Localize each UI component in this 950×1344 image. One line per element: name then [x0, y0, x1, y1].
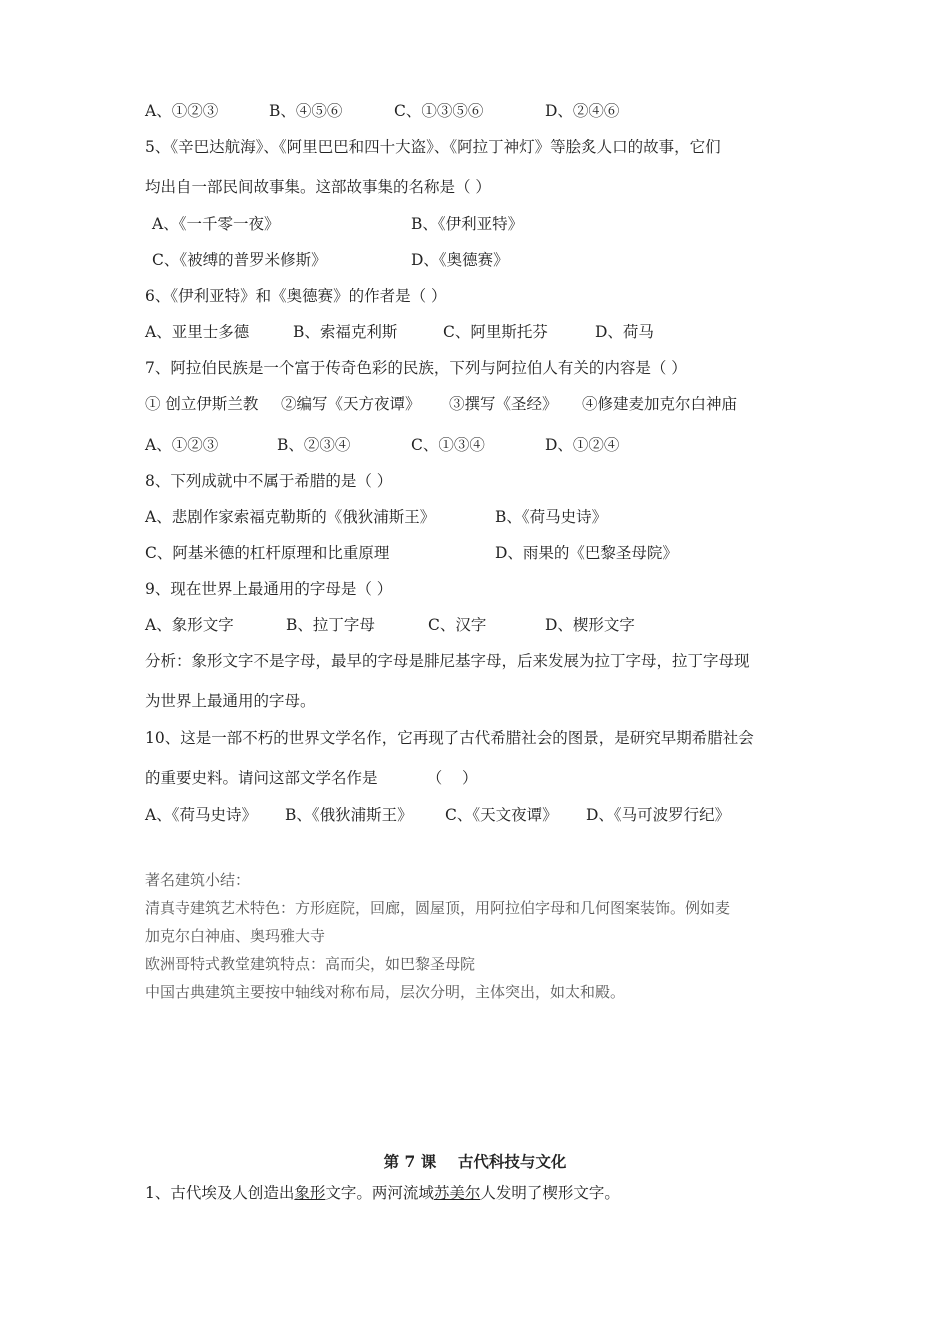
q9-option-d: D、楔形文字 — [545, 616, 635, 634]
q6-text: 6、《伊利亚特》和《奥德赛》的作者是（ ） — [145, 287, 447, 305]
q7-option-d: D、①②④ — [545, 436, 620, 454]
q4-option-a: A、①②③ — [145, 102, 219, 120]
q6-option-d: D、荷马 — [595, 323, 654, 341]
q5-option-c: C、《被缚的普罗米修斯》 — [152, 251, 327, 269]
q9-option-c: C、汉字 — [428, 616, 487, 634]
lesson-p1-part-b: 文字。两河流域 — [325, 1184, 434, 1202]
q5-option-a: A、《一千零一夜》 — [152, 215, 280, 233]
q5-text-line2: 均出自一部民间故事集。这部故事集的名称是（ ） — [145, 178, 491, 196]
q8-option-b: B、《荷马史诗》 — [495, 508, 608, 526]
q6-option-c: C、阿里斯托芬 — [443, 323, 548, 341]
lesson-p1-part-c: 人发明了楔形文字。 — [480, 1184, 620, 1202]
q9-option-a: A、象形文字 — [145, 616, 234, 634]
q8-text: 8、下列成就中不属于希腊的是（ ） — [145, 472, 393, 490]
q10-option-a: A、《荷马史诗》 — [145, 806, 257, 824]
lesson-title: 第 7 课 古代科技与文化 — [383, 1152, 567, 1171]
q7-item-2: ②编写《天方夜谭》 — [281, 395, 421, 413]
q10-text-line1: 10、这是一部不朽的世界文学名作，它再现了古代希腊社会的图景，是研究早期希腊社会 — [145, 729, 754, 747]
lesson-p1-underlined-2: 苏美尔 — [433, 1184, 481, 1202]
q7-item-1: ① 创立伊斯兰教 — [145, 395, 259, 413]
q5-text-line1: 5、《辛巴达航海》、《阿里巴巴和四十大盗》、《阿拉丁神灯》等脍炙人口的故事，它们 — [145, 138, 721, 156]
q4-option-b: B、④⑤⑥ — [269, 102, 343, 120]
q8-option-a: A、悲剧作家索福克勒斯的《俄狄浦斯王》 — [145, 508, 436, 526]
q6-option-a: A、亚里士多德 — [145, 323, 250, 341]
q5-option-d: D、《奥德赛》 — [411, 251, 509, 269]
q10-option-d: D、《马可波罗行纪》 — [586, 806, 731, 824]
q7-option-a: A、①②③ — [145, 436, 219, 454]
q9-text: 9、现在世界上最通用的字母是（ ） — [145, 580, 393, 598]
q7-option-c: C、①③④ — [411, 436, 485, 454]
summary-heading: 著名建筑小结： — [145, 871, 251, 889]
q9-option-b: B、拉丁字母 — [286, 616, 375, 634]
q8-option-d: D、雨果的《巴黎圣母院》 — [495, 544, 678, 562]
q5-option-b: B、《伊利亚特》 — [411, 215, 524, 233]
q6-option-b: B、索福克利斯 — [293, 323, 398, 341]
lesson-p1-underlined-1: 象形 — [294, 1184, 326, 1202]
q7-item-4: ④修建麦加克尔白神庙 — [582, 395, 738, 413]
summary-line4: 中国古典建筑主要按中轴线对称布局，层次分明，主体突出，如太和殿。 — [145, 983, 626, 1001]
q10-option-b: B、《俄狄浦斯王》 — [285, 806, 413, 824]
q10-option-c: C、《天文夜谭》 — [445, 806, 558, 824]
q9-analysis-line1: 分析：象形文字不是字母，最早的字母是腓尼基字母，后来发展为拉丁字母，拉丁字母现 — [145, 652, 750, 670]
lesson-paragraph-1 — [145, 1186, 620, 1202]
q4-option-d: D、②④⑥ — [545, 102, 620, 120]
lesson-p1-part-a: 1、古代埃及人创造出 — [145, 1184, 295, 1202]
summary-line3: 欧洲哥特式教堂建筑特点：高而尖，如巴黎圣母院 — [145, 955, 476, 973]
q7-option-b: B、②③④ — [277, 436, 351, 454]
q8-option-c: C、阿基米德的杠杆原理和比重原理 — [145, 544, 390, 562]
q9-analysis-line2: 为世界上最通用的字母。 — [145, 692, 316, 710]
summary-line1: 清真寺建筑艺术特色：方形庭院，回廊，圆屋顶，用阿拉伯字母和几何图案装饰。例如麦 — [145, 899, 731, 917]
q7-text: 7、阿拉伯民族是一个富于传奇色彩的民族，下列与阿拉伯人有关的内容是（ ） — [145, 359, 687, 377]
summary-line2: 加克尔白神庙、奥玛雅大寺 — [145, 927, 326, 945]
q4-option-c: C、①③⑤⑥ — [394, 102, 484, 120]
q7-item-3: ③撰写《圣经》 — [449, 395, 558, 413]
q10-text-line2: 的重要史料。请问这部文学名作是 （ ） — [145, 769, 478, 787]
